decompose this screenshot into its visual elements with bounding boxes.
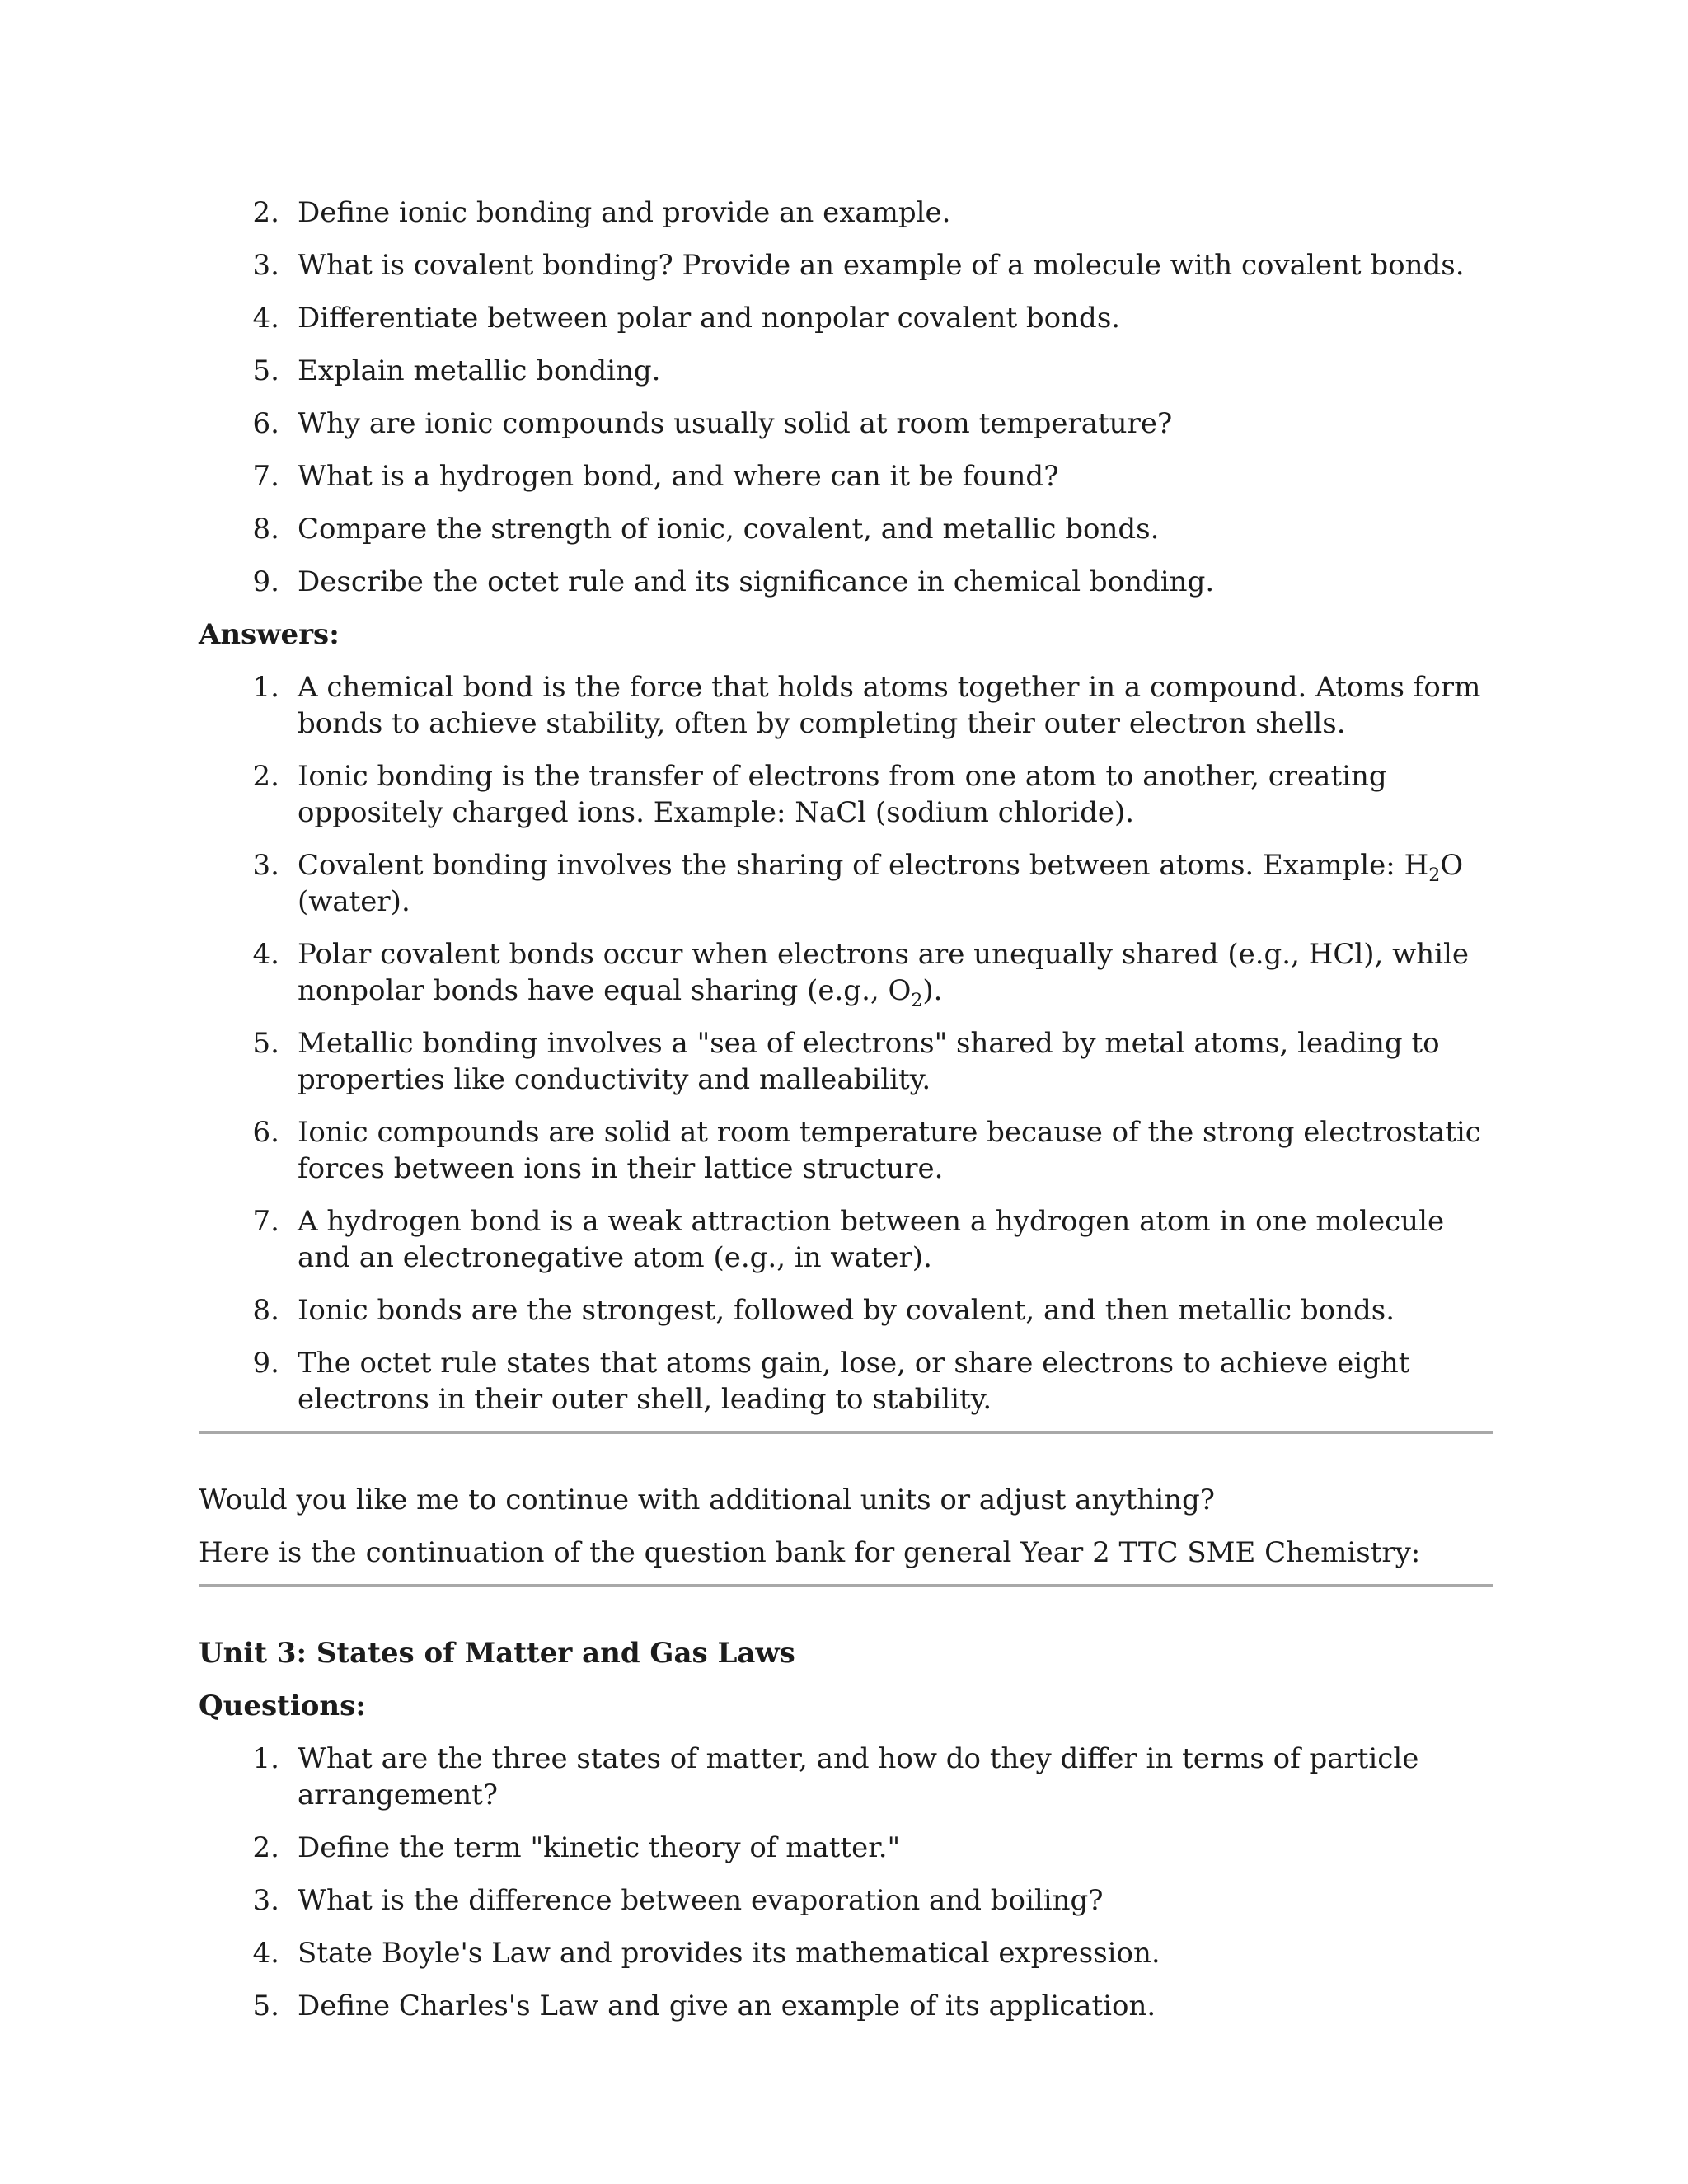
continuation-intro: Here is the continuation of the question bank for general Year 2 TTC SME Chemistry:: [199, 1536, 1421, 1569]
item-text: [298, 849, 1463, 918]
list-item: [199, 458, 1493, 494]
item-text: [298, 938, 1470, 1011]
item-number: 5.: [252, 1027, 279, 1060]
list-item: [199, 1345, 1493, 1418]
item-number: 8.: [252, 1294, 279, 1327]
list-item: [199, 1203, 1493, 1276]
list-item: [199, 758, 1493, 831]
item-number: 2.: [252, 760, 279, 793]
item-text: Ionic bonds are the strongest, followed by covalent, and then metallic bonds.: [298, 1294, 1395, 1327]
closing-question: Would you like me to continue with additional units or adjust anything?: [199, 1483, 1215, 1516]
item-number: 5.: [252, 354, 279, 387]
item-number: 3.: [252, 849, 279, 882]
item-number: 3.: [252, 1884, 279, 1917]
item-number: 6.: [252, 1116, 279, 1149]
item-text: What is covalent bonding? Provide an example of a molecule with covalent bonds.: [298, 249, 1465, 282]
list-item: [199, 1025, 1493, 1098]
item-text: What is the difference between evaporation and boiling?: [298, 1884, 1104, 1917]
text-segment: O (water).: [298, 849, 1464, 918]
item-number: 9.: [252, 565, 279, 598]
item-text: Differentiate between polar and nonpolar covalent bonds.: [298, 302, 1121, 335]
item-text: Why are ionic compounds usually solid at room temperature?: [298, 407, 1173, 440]
item-text: Describe the octet rule and its significance in chemical bonding.: [298, 565, 1215, 598]
item-text: What are the three states of matter, and how do they differ in terms of particle arrangement?: [298, 1742, 1419, 1811]
unit3-questions-list: [199, 1741, 1493, 2024]
item-text: Define ionic bonding and provide an example.: [298, 196, 951, 229]
item-text: Ionic bonding is the transfer of electrons from one atom to another, creating oppositely charged ions. Example: NaCl (sodium chloride).: [298, 760, 1387, 829]
list-item: [199, 1114, 1493, 1187]
subscript: 2: [911, 990, 923, 1011]
item-number: 1.: [252, 671, 279, 704]
item-number: 5.: [252, 1990, 279, 2022]
list-item: [199, 1882, 1493, 1919]
item-text: A chemical bond is the force that holds atoms together in a compound. Atoms form bonds to achieve stability, often by completing their outer electron shells.: [298, 671, 1481, 740]
item-text: Metallic bonding involves a "sea of electrons" shared by metal atoms, leading to properties like conductivity and malleability.: [298, 1027, 1440, 1096]
unit-title: Unit 3: States of Matter and Gas Laws: [199, 1637, 795, 1670]
list-item: [199, 405, 1493, 442]
questions-list-continued: [199, 194, 1493, 600]
list-item: [199, 511, 1493, 547]
item-number: 4.: [252, 938, 279, 971]
item-number: 8.: [252, 513, 279, 546]
list-item: [199, 936, 1493, 1009]
item-number: 3.: [252, 249, 279, 282]
list-item: [199, 1830, 1493, 1866]
questions-heading: Questions:: [199, 1690, 366, 1722]
item-number: 4.: [252, 302, 279, 335]
item-text: Explain metallic bonding.: [298, 354, 661, 387]
list-item: [199, 1935, 1493, 1971]
item-number: 7.: [252, 460, 279, 493]
text-segment: ).: [922, 974, 943, 1007]
document-page: [199, 194, 1493, 2041]
item-text: What is a hydrogen bond, and where can it be found?: [298, 460, 1059, 493]
list-item: [199, 1988, 1493, 2024]
horizontal-divider: [199, 1431, 1493, 1434]
answers-list: [199, 669, 1493, 1418]
list-item: [199, 1741, 1493, 1813]
item-number: 6.: [252, 407, 279, 440]
list-item: [199, 1292, 1493, 1329]
subscript: 2: [1428, 865, 1441, 886]
text-segment: Covalent bonding involves the sharing of electrons between atoms. Example: H: [298, 849, 1429, 882]
item-text: Define Charles's Law and give an example of its application.: [298, 1990, 1156, 2022]
horizontal-divider: [199, 1584, 1493, 1587]
item-text: Compare the strength of ionic, covalent, and metallic bonds.: [298, 513, 1160, 546]
item-text: State Boyle's Law and provides its mathematical expression.: [298, 1937, 1160, 1970]
list-item: [199, 194, 1493, 231]
item-text: A hydrogen bond is a weak attraction between a hydrogen atom in one molecule and an electronegative atom (e.g., in water).: [298, 1205, 1445, 1274]
list-item: [199, 669, 1493, 742]
list-item: [199, 300, 1493, 336]
item-number: 1.: [252, 1742, 279, 1775]
item-text: Ionic compounds are solid at room temperature because of the strong electrostatic forces between ions in their lattice structure.: [298, 1116, 1481, 1185]
list-item: [199, 564, 1493, 600]
item-number: 2.: [252, 196, 279, 229]
item-number: 2.: [252, 1831, 279, 1864]
text-segment: Polar covalent bonds occur when electrons are unequally shared (e.g., HCl), while nonpolar bonds have equal sharing (e.g., O: [298, 938, 1470, 1007]
item-text: The octet rule states that atoms gain, lose, or share electrons to achieve eight electrons in their outer shell, leading to stability.: [298, 1347, 1410, 1416]
item-number: 4.: [252, 1937, 279, 1970]
list-item: [199, 353, 1493, 389]
answers-heading: Answers:: [199, 618, 340, 651]
list-item: [199, 247, 1493, 284]
item-number: 7.: [252, 1205, 279, 1238]
list-item: [199, 847, 1493, 920]
item-text: Define the term "kinetic theory of matter.": [298, 1831, 901, 1864]
item-number: 9.: [252, 1347, 279, 1380]
